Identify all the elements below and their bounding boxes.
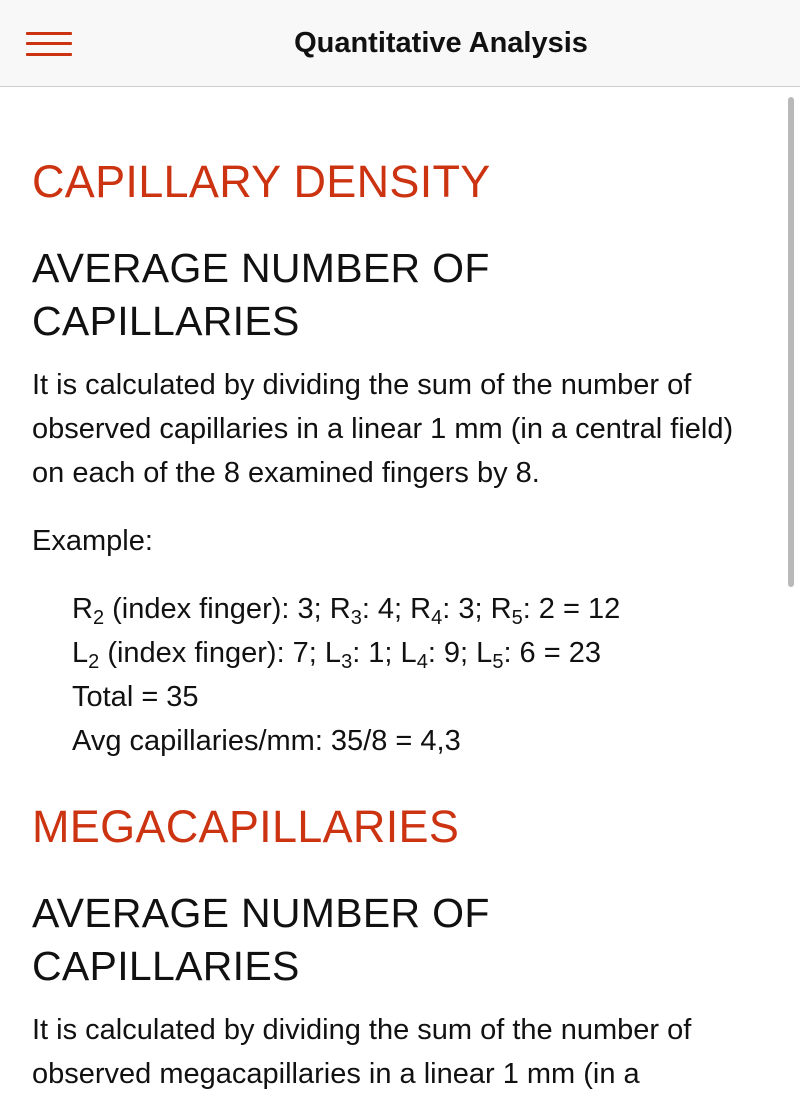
example-block	[72, 587, 767, 763]
description-text: It is calculated by dividing the sum of the number of observed capillaries in a linear 1 mm (in a central field) on each of the 8 examined fingers by 8.	[32, 369, 734, 489]
example-line-left: $L_2$ (index finger): 7; $L_3$: 1; $L_4$: 9; $L_5$: 6 = 23	[72, 637, 601, 673]
menu-bar-line	[26, 53, 72, 56]
vertical-scrollbar[interactable]	[788, 97, 794, 587]
section-title-megacapillaries: MEGACAPILLARIES	[32, 801, 460, 852]
menu-bar-line	[26, 32, 72, 35]
top-app-bar	[0, 0, 800, 87]
example-average: Avg capillaries/mm: 35/8 = 4,3	[72, 725, 461, 757]
subsection-title-average-megacapillaries: AVERAGE NUMBER OF CAPILLARIES	[32, 890, 490, 989]
example-total: Total = 35	[72, 681, 199, 713]
description-text-megacapillaries: It is calculated by dividing the sum of the number of observed megacapillaries in a linear 1 mm (in a	[32, 1014, 692, 1090]
example-line-right: $R_2$ (index finger): 3; $R_3$: 4; $R_4$: 3; $R_5$: 2 = 12	[72, 593, 621, 629]
hamburger-menu-icon[interactable]	[26, 30, 72, 58]
section-title-capillary-density: CAPILLARY DENSITY	[32, 156, 491, 207]
menu-bar-line	[26, 42, 72, 45]
example-label: Example:	[32, 525, 153, 557]
main-content	[32, 88, 767, 1096]
subsection-title-average-capillaries: AVERAGE NUMBER OF CAPILLARIES	[32, 245, 490, 344]
page-title: Quantitative Analysis	[294, 27, 588, 59]
